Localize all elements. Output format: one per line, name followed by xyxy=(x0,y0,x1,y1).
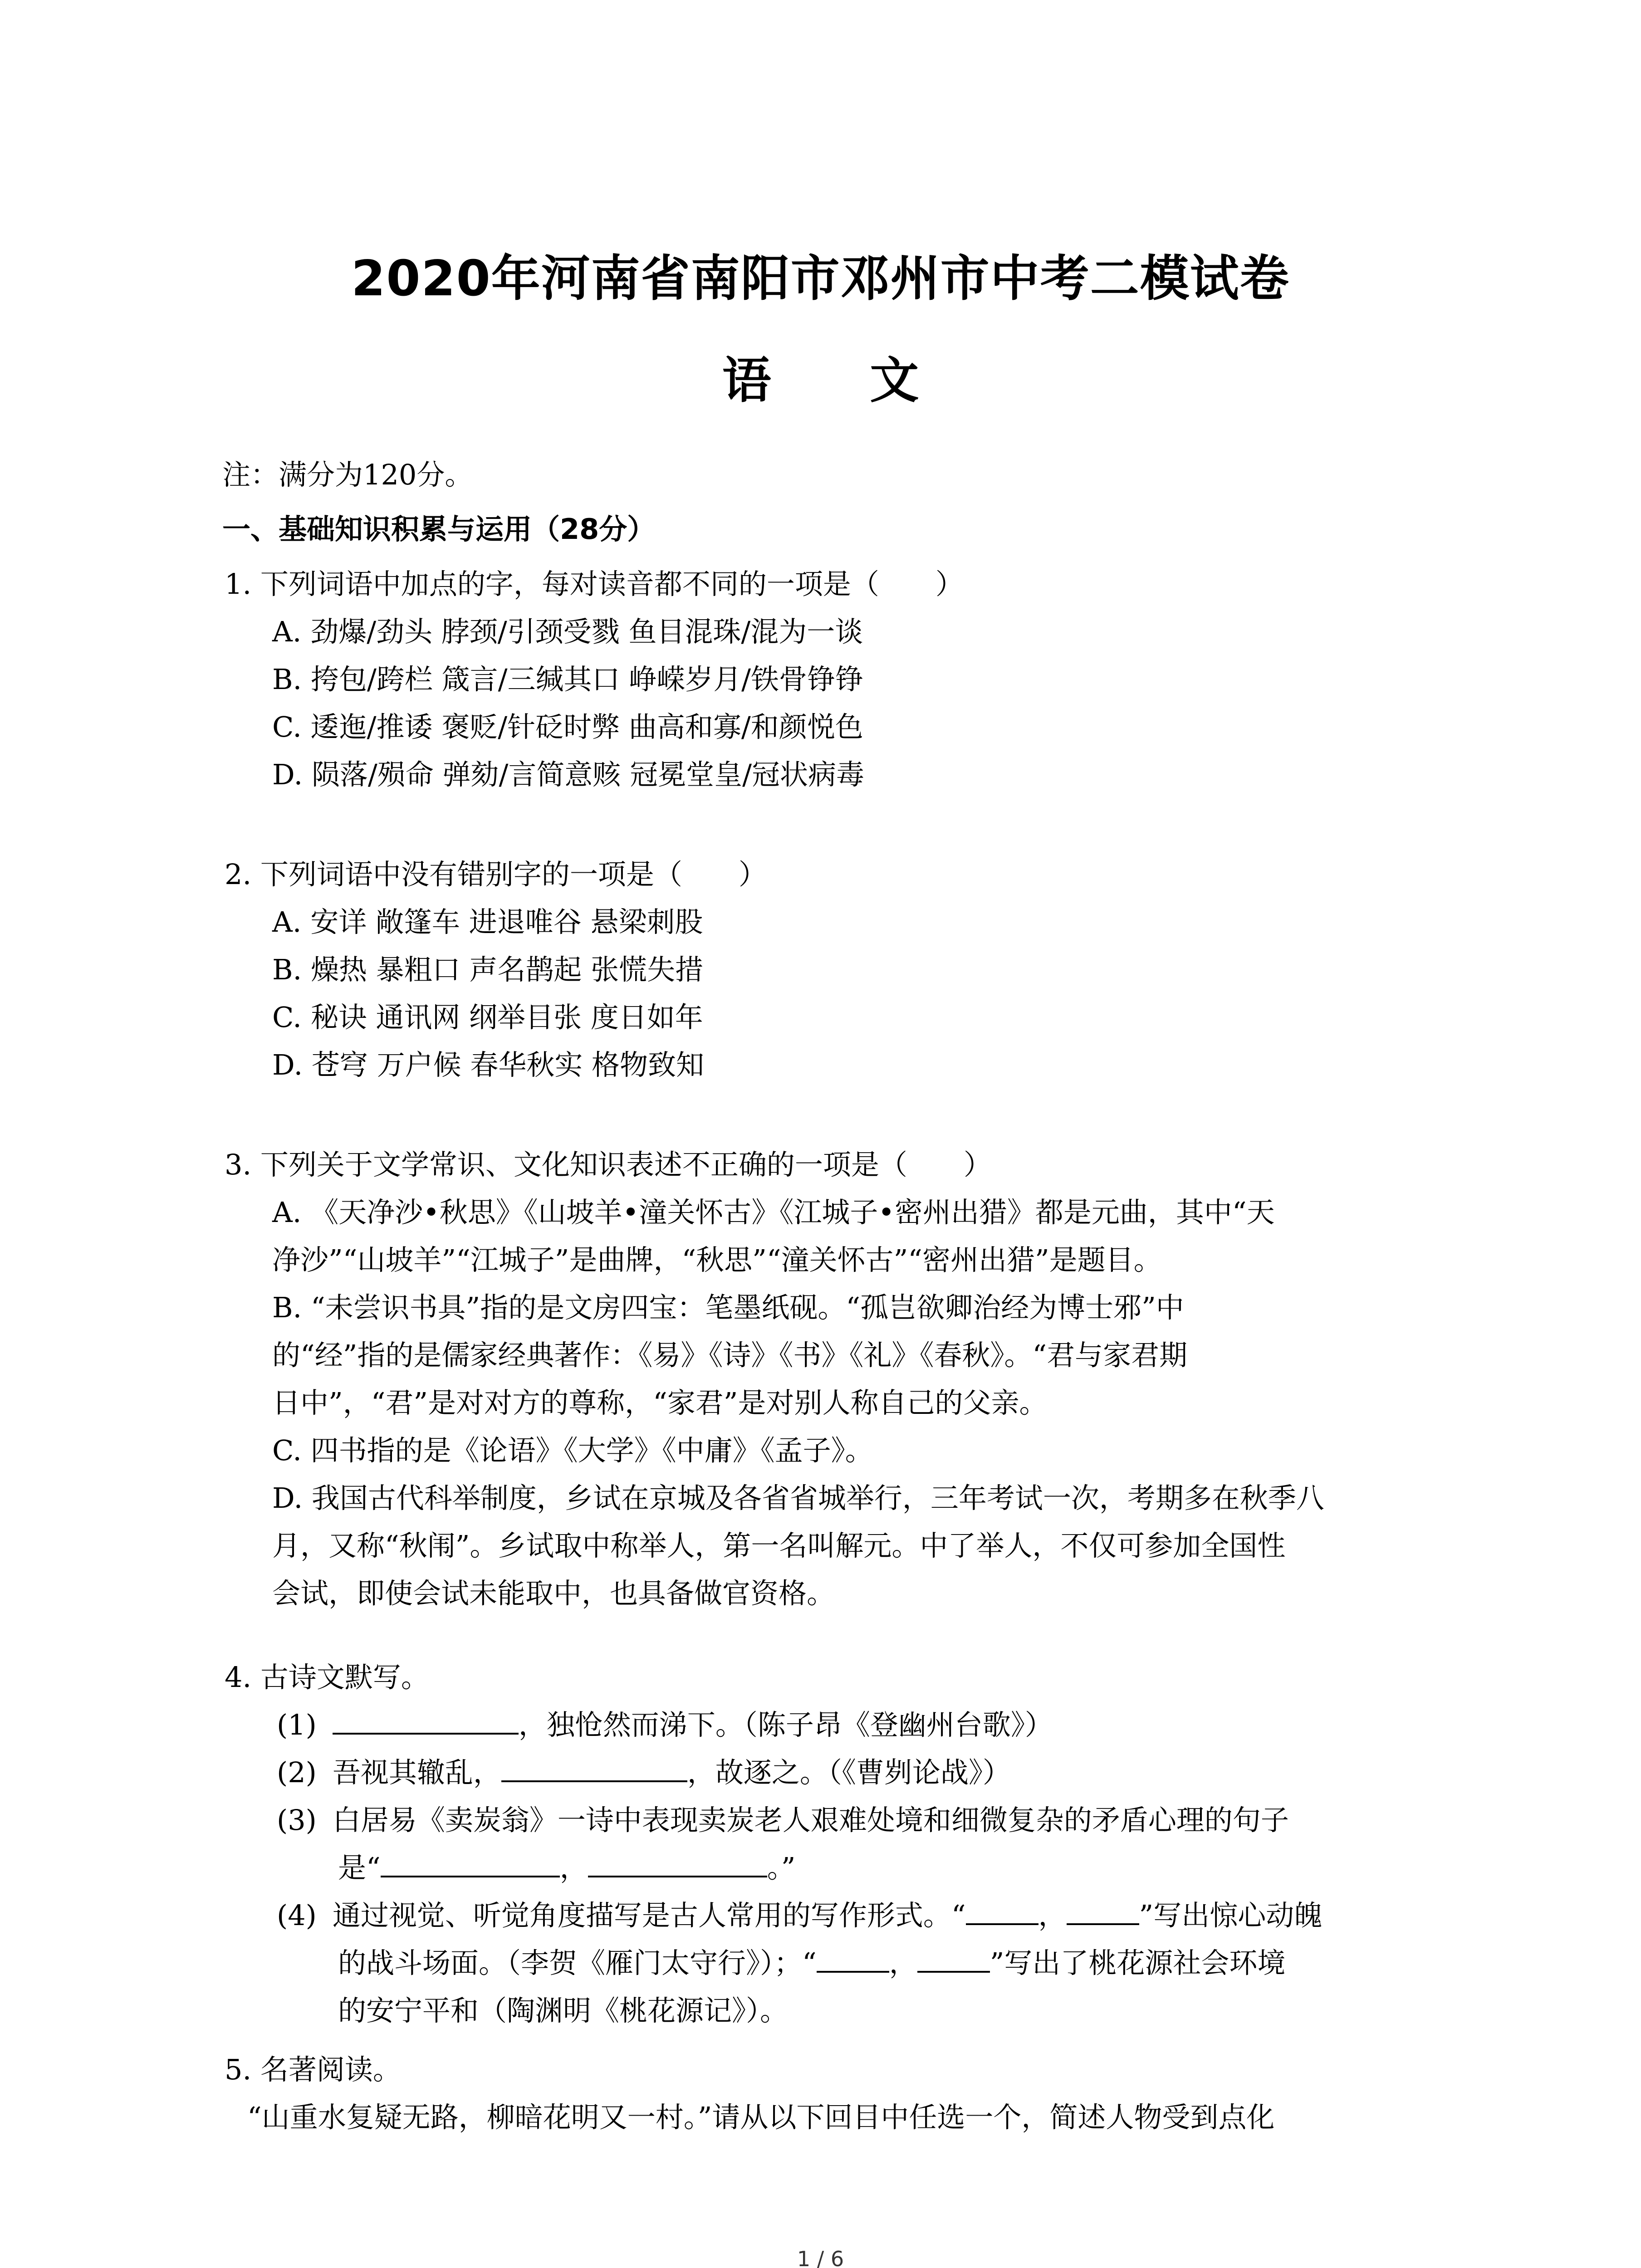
q4-part4-blank-2[interactable] xyxy=(1067,1895,1139,1925)
q4-part4-comma-2: ， xyxy=(889,1946,917,1980)
q4-part3-answer-line xyxy=(338,1848,795,1888)
q2-stem: 2. 下列词语中没有错别字的一项是（ ） xyxy=(225,858,767,891)
q2-option-b: B. 燥热 暴粗口 声名鹊起 张慌失措 xyxy=(272,953,704,986)
q3-stem: 3. 下列关于文学常识、文化知识表述不正确的一项是（ ） xyxy=(225,1148,992,1181)
q4-part4 xyxy=(277,1895,1322,1936)
section-heading: 一、基础知识积累与运用（28分） xyxy=(222,513,656,546)
q4-part4-line2 xyxy=(338,1943,1285,1984)
q4-part2-text-before: 吾视其辙乱， xyxy=(332,1756,501,1789)
q2-option-c: C. 秘诀 通讯网 纲举目张 度日如年 xyxy=(272,1001,703,1034)
q3-option-a-line2: 净沙”“山坡羊”“江城子”是曲牌，“秋思”“潼关怀古”“密州出猎”是题目。 xyxy=(272,1243,1162,1276)
q4-part3-blank-2[interactable] xyxy=(588,1848,767,1877)
q4-part4-line2-after: ”写出了桃花源社会环境 xyxy=(989,1946,1286,1980)
q1-option-b: B. 挎包/跨栏 箴言/三缄其口 峥嵘岁月/铁骨铮铮 xyxy=(272,663,864,696)
q4-part1 xyxy=(277,1705,1053,1745)
q1-option-d: D. 陨落/殒命 弹劾/言简意赅 冠冕堂皇/冠状病毒 xyxy=(272,758,864,791)
q4-part3-blank-1[interactable] xyxy=(381,1848,560,1877)
q4-part3 xyxy=(277,1800,1289,1841)
q4-part1-text: ，独怆然而涕下。（陈子昂《登幽州台歌》） xyxy=(518,1708,1053,1741)
q4-part3-number: (3) xyxy=(277,1804,317,1837)
q2-option-d: D. 苍穹 万户候 春华秋实 格物致知 xyxy=(272,1048,705,1081)
q4-part3-text: 白居易《卖炭翁》一诗中表现卖炭老人艰难处境和细微复杂的矛盾心理的句子 xyxy=(332,1804,1289,1837)
subject-title: 语 文 xyxy=(722,352,960,409)
q3-option-b-line2: 的“经”指的是儒家经典著作：《易》《诗》《书》《礼》《春秋》。“君与家君期 xyxy=(272,1339,1188,1372)
q5-text-line1: “山重水复疑无路，柳暗花明又一村。”请从以下回目中任选一个，简述人物受到点化 xyxy=(247,2101,1275,2134)
q1-option-c: C. 逶迤/推诿 褒贬/针砭时弊 曲高和寡/和颜悦色 xyxy=(272,710,863,743)
q4-part2-blank[interactable] xyxy=(501,1752,687,1782)
q4-part4-comma-1: ， xyxy=(1038,1899,1067,1932)
q3-option-b-line3: 日中”，“君”是对对方的尊称，“家君”是对别人称自己的父亲。 xyxy=(272,1386,1048,1419)
q5-stem: 5. 名著阅读。 xyxy=(225,2053,401,2086)
q4-part2-number: (2) xyxy=(277,1756,317,1789)
q4-part4-line2-before: 的战斗场面。（李贺《雁门太守行》）；“ xyxy=(338,1946,817,1980)
q4-part4-line3: 的安宁平和（陶渊明《桃花源记》）。 xyxy=(338,1994,789,2027)
q4-stem: 4. 古诗文默写。 xyxy=(225,1661,429,1694)
q1-stem: 1. 下列词语中加点的字，每对读音都不同的一项是（ ） xyxy=(225,567,964,601)
q3-option-c: C. 四书指的是《论语》《大学》《中庸》《孟子》。 xyxy=(272,1434,873,1467)
q3-option-d-line2: 月，又称“秋闱”。乡试取中称举人，第一名叫解元。中了举人，不仅可参加全国性 xyxy=(272,1529,1286,1562)
q4-part3-text-before: 是“ xyxy=(338,1851,381,1884)
q4-part4-blank-3[interactable] xyxy=(817,1943,889,1973)
q4-part2 xyxy=(277,1752,1011,1793)
q3-option-d-line1: D. 我国古代科举制度，乡试在京城及各省省城举行，三年考试一次，考期多在秋季八 xyxy=(272,1481,1324,1515)
q4-part1-number: (1) xyxy=(277,1708,317,1741)
q4-part4-blank-1[interactable] xyxy=(966,1895,1038,1925)
q4-part1-blank[interactable] xyxy=(333,1705,519,1735)
q4-part4-number: (4) xyxy=(277,1899,317,1932)
score-note: 注：满分为120分。 xyxy=(222,458,473,491)
q4-part2-text-after: ，故逐之。（《曹刿论战》） xyxy=(687,1756,1011,1789)
q2-option-a: A. 安详 敞篷车 进退唯谷 悬梁刺股 xyxy=(272,905,703,938)
q4-part4-blank-4[interactable] xyxy=(917,1943,990,1973)
q3-option-d-line3: 会试，即使会试未能取中，也具备做官资格。 xyxy=(272,1577,835,1610)
page-number: 1 / 6 xyxy=(797,2247,844,2268)
q1-option-a: A. 劲爆/劲头 脖颈/引颈受戮 鱼目混珠/混为一谈 xyxy=(272,615,863,648)
q4-part3-text-after: 。” xyxy=(767,1851,796,1884)
q4-part3-comma: ， xyxy=(559,1851,588,1884)
q3-option-a-line1: A. 《天净沙•秋思》《山坡羊•潼关怀古》《江城子•密州出猎》都是元曲，其中“天 xyxy=(272,1196,1275,1229)
q4-part4-text-after: ”写出惊心动魄 xyxy=(1139,1899,1323,1932)
q4-part4-text-before: 通过视觉、听觉角度描写是古人常用的写作形式。“ xyxy=(332,1899,966,1932)
page-title: 2020年河南省南阳市邓州市中考二模试卷 xyxy=(351,250,1290,307)
q3-option-b-line1: B. “未尝识书具”指的是文房四宝：笔墨纸砚。“孤岂欲卿治经为博士邪”中 xyxy=(272,1291,1184,1324)
